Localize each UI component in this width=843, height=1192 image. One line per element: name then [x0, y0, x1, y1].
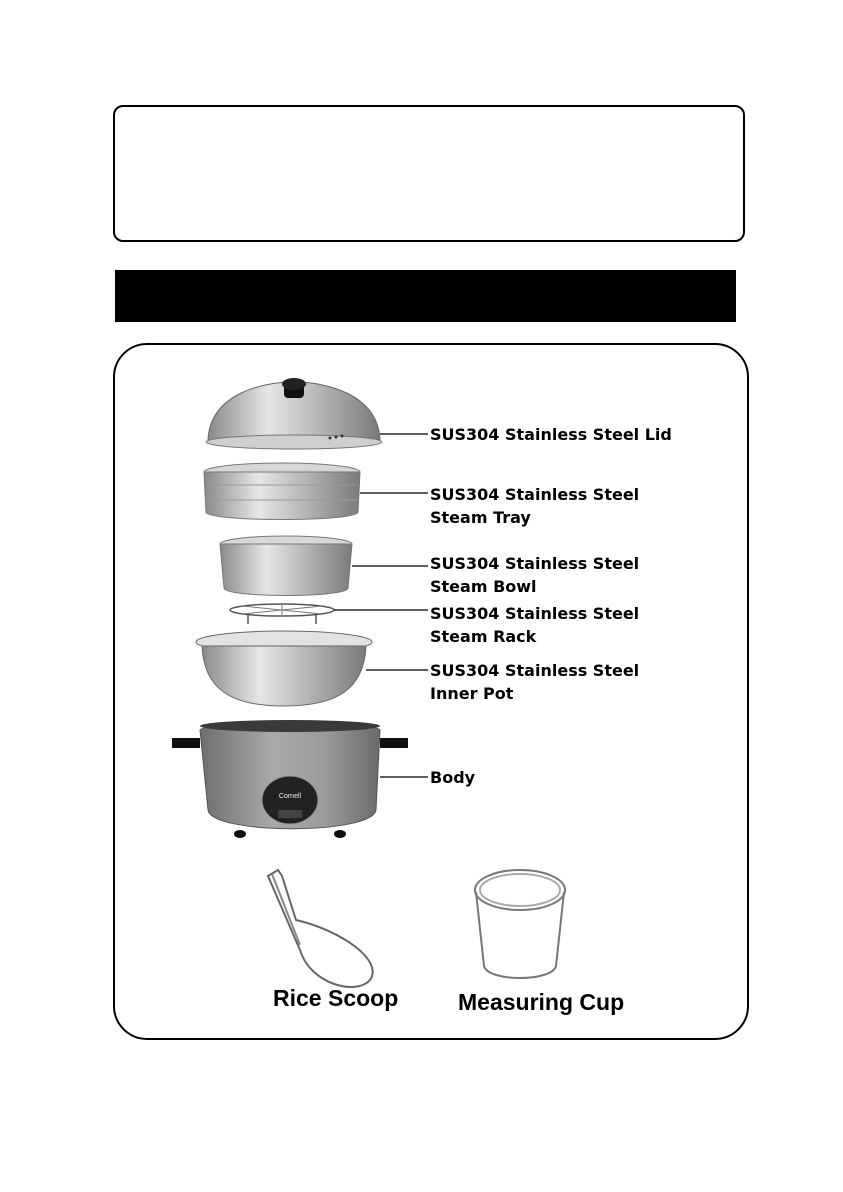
label-inner-pot: SUS304 Stainless Steel Inner Pot [430, 661, 640, 703]
label-steam-rack: SUS304 Stainless Steel Steam Rack [430, 604, 640, 646]
steam-rack-illustration [230, 604, 334, 624]
label-lid: SUS304 Stainless Steel Lid [430, 425, 672, 444]
steam-bowl-illustration [220, 536, 352, 596]
inner-pot-illustration [196, 631, 372, 706]
body-illustration [172, 720, 408, 838]
brand-mark: Cornell [278, 793, 302, 800]
label-measuring-cup: Measuring Cup [458, 989, 625, 1015]
measuring-cup-illustration [475, 870, 565, 978]
label-steam-tray: SUS304 Stainless Steel Steam Tray [430, 485, 640, 527]
rice-scoop-illustration [268, 870, 373, 987]
label-body: Body [430, 768, 476, 787]
steam-tray-illustration [204, 463, 360, 520]
lid-illustration [206, 378, 382, 449]
label-steam-bowl: SUS304 Stainless Steel Steam Bowl [430, 554, 640, 596]
label-rice-scoop: Rice Scoop [273, 985, 399, 1011]
